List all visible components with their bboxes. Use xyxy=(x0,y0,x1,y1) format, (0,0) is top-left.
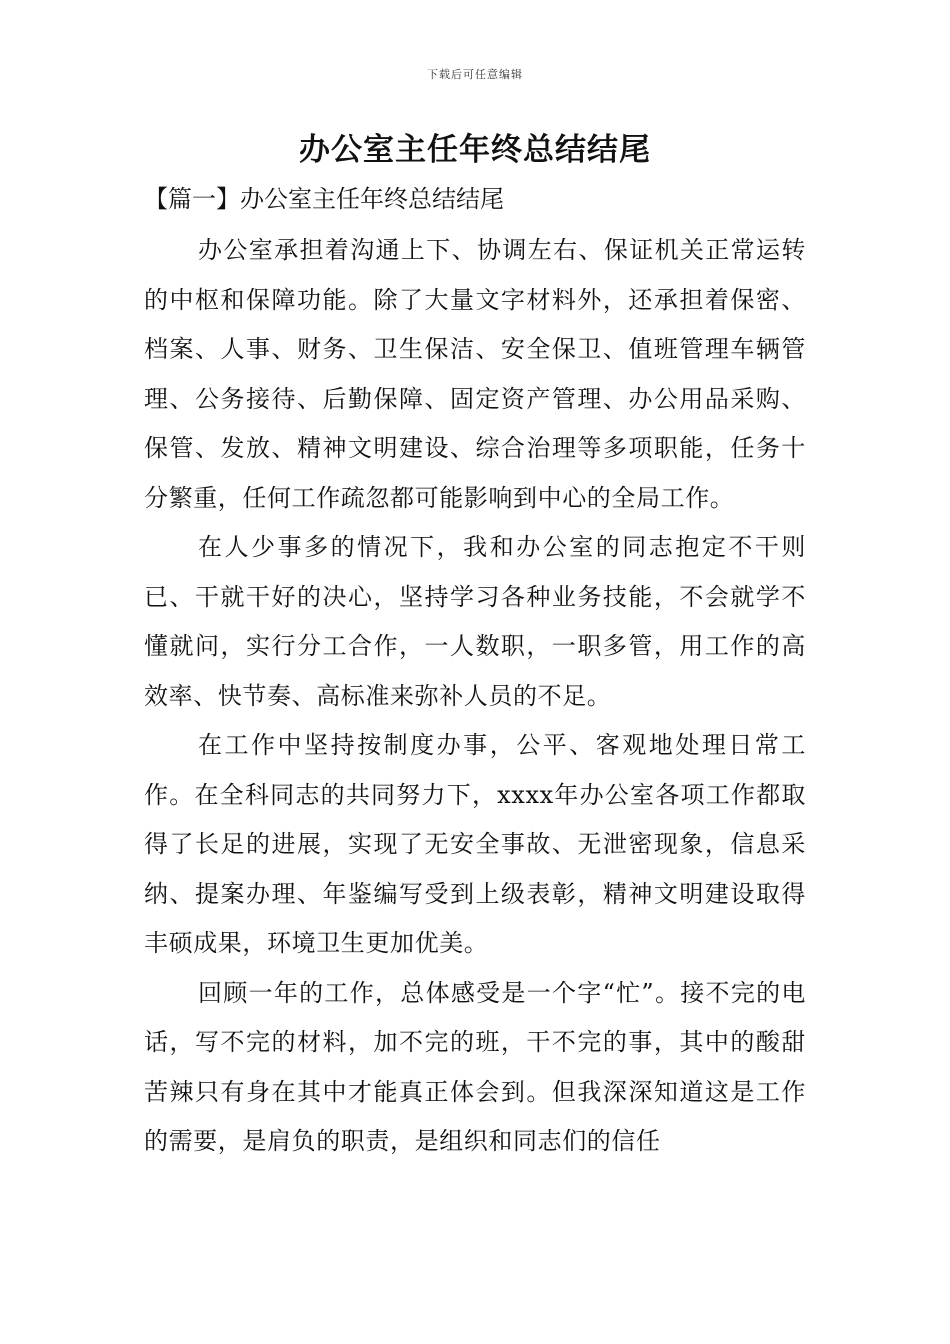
paragraph: 在工作中坚持按制度办事，公平、客观地处理日常工作。在全科同志的共同努力下，xxxx年办公室各项工作都取得了长足的进展，实现了无安全事故、无泄密现象，信息采纳、提案办理、年鉴编写受到上级表彰，精神文明建设取得丰硕成果，环境卫生更加优美。 xyxy=(144,731,806,957)
section-subtitle: 【篇一】办公室主任年终总结结尾 xyxy=(144,185,504,213)
document-title: 办公室主任年终总结结尾 xyxy=(299,132,651,168)
paragraph: 办公室承担着沟通上下、协调左右、保证机关正常运转的中枢和保障功能。除了大量文字材料外，还承担着保密、档案、人事、财务、卫生保洁、安全保卫、值班管理车辆管理、公务接待、后勤保障、固定资产管理、办公用品采购、保管、发放、精神文明建设、综合治理等多项职能，任务十分繁重，任何工作疏忽都可能影响到中心的全局工作。 xyxy=(144,236,806,512)
document-body xyxy=(144,226,806,1167)
paragraph: 回顾一年的工作，总体感受是一个字“忙”。接不完的电话，写不完的材料，加不完的班，干不完的事，其中的酸甜苦辣只有身在其中才能真正体会到。但我深深知道这是工作的需要，是肩负的职责，是组织和同志们的信任 xyxy=(144,978,806,1155)
paragraph: 在人少事多的情况下，我和办公室的同志抱定不干则已、干就干好的决心，坚持学习各种业务技能，不会就学不懂就问，实行分工合作，一人数职，一职多管，用工作的高效率、快节奏、高标准来弥补人员的不足。 xyxy=(144,533,806,710)
header-note: 下载后可任意编辑 xyxy=(427,68,523,81)
